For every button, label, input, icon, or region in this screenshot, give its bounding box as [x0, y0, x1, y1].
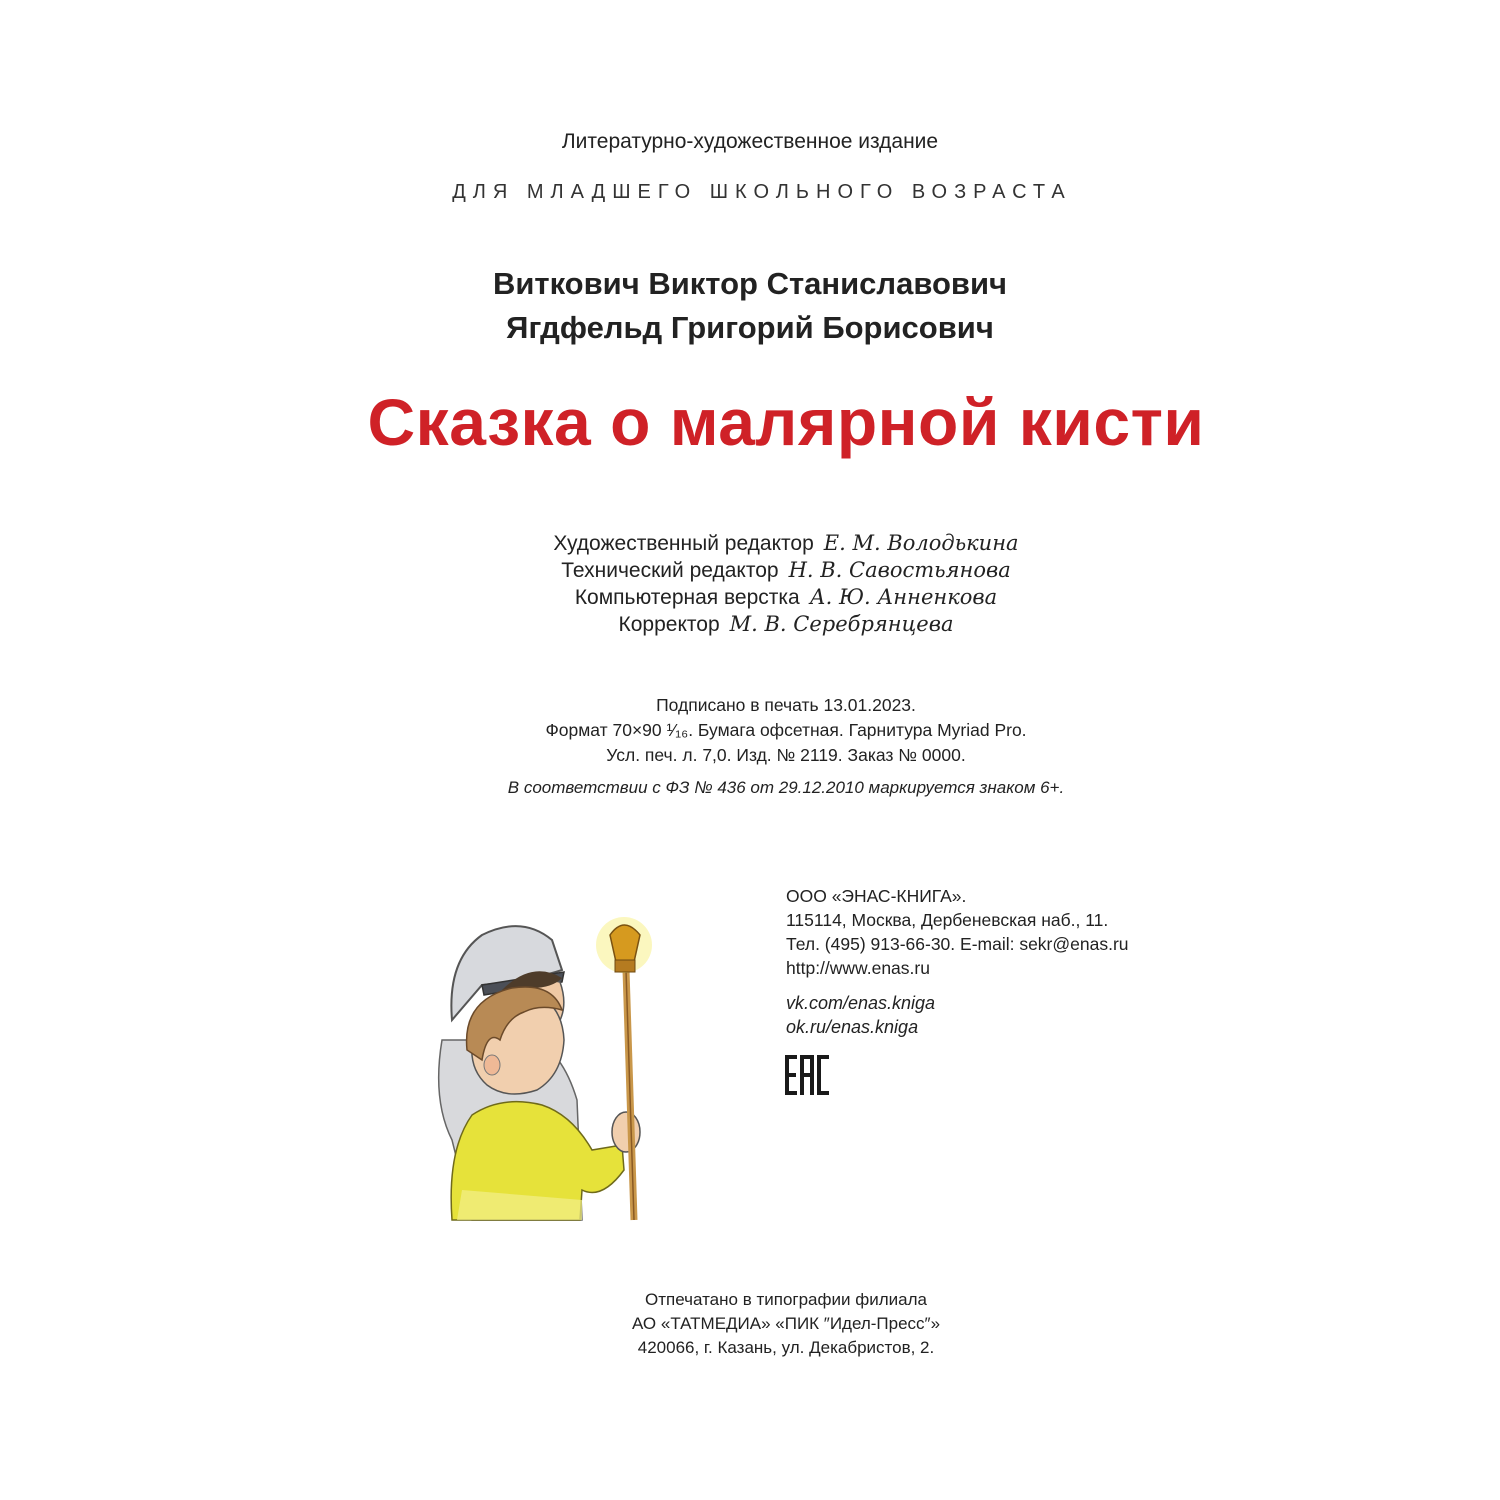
printer-line: АО «ТАТМЕДИА» «ПИК ″Идел-Пресс″»	[631, 1314, 941, 1333]
printer-line: Отпечатано в типографии филиала	[645, 1290, 927, 1309]
credit-role: Компьютерная верстка	[574, 586, 800, 609]
print-info-line: Подписано в печать 13.01.2023.	[656, 695, 916, 715]
credit-role: Технический редактор	[561, 559, 779, 582]
author-1: Виткович Виктор Станиславович	[492, 266, 1008, 301]
social-link: ok.ru/enas.kniga	[786, 1017, 919, 1037]
print-info	[0, 693, 1500, 768]
printer-info	[0, 1288, 1500, 1360]
authors	[0, 262, 1500, 350]
credit-role: Художественный редактор	[553, 532, 814, 555]
age-group: ДЛЯ МЛАДШЕГО ШКОЛЬНОГО ВОЗРАСТА	[452, 181, 1072, 203]
eac-mark-icon	[784, 1054, 830, 1096]
law-notice: В соответствии с ФЗ № 436 от 29.12.2010 маркируется знаком 6+.	[507, 778, 1065, 797]
social-links	[786, 991, 935, 1039]
print-info-line: Формат 70×90 ¹⁄₁₆. Бумага офсетная. Гарнитура Myriad Pro.	[545, 720, 1027, 740]
publisher-line: ООО «ЭНАС-КНИГА».	[786, 886, 967, 906]
publisher-line: 115114, Москва, Дербеневская наб., 11.	[786, 910, 1109, 930]
publisher-line: Тел. (495) 913-66-30. E-mail: sekr@enas.ru	[786, 934, 1129, 954]
credit-name: М. В. Серебрянцева	[729, 612, 954, 636]
author-2: Ягдфельд Григорий Борисович	[506, 310, 994, 345]
publisher-info	[786, 884, 1129, 980]
credit-name: Е. М. Володькина	[823, 531, 1019, 555]
credit-role: Корректор	[618, 613, 720, 636]
printer-line: 420066, г. Казань, ул. Декабристов, 2.	[637, 1338, 935, 1357]
boy-with-brush-illustration	[412, 900, 692, 1230]
credit-line	[36, 530, 1500, 557]
print-info-line: Усл. печ. л. 7,0. Изд. № 2119. Заказ № 0000.	[606, 745, 966, 765]
credit-name: А. Ю. Анненкова	[809, 585, 998, 609]
publisher-line: http://www.enas.ru	[786, 958, 930, 978]
social-link: vk.com/enas.kniga	[786, 993, 936, 1013]
book-title: Сказка о малярной кисти	[367, 385, 1205, 459]
credits	[0, 530, 1500, 638]
credit-line	[36, 584, 1500, 611]
credit-line	[36, 557, 1500, 584]
credit-name: Н. В. Савостьянова	[788, 558, 1011, 582]
edition-type: Литературно-художественное издание	[561, 130, 939, 153]
credit-line	[36, 611, 1500, 638]
